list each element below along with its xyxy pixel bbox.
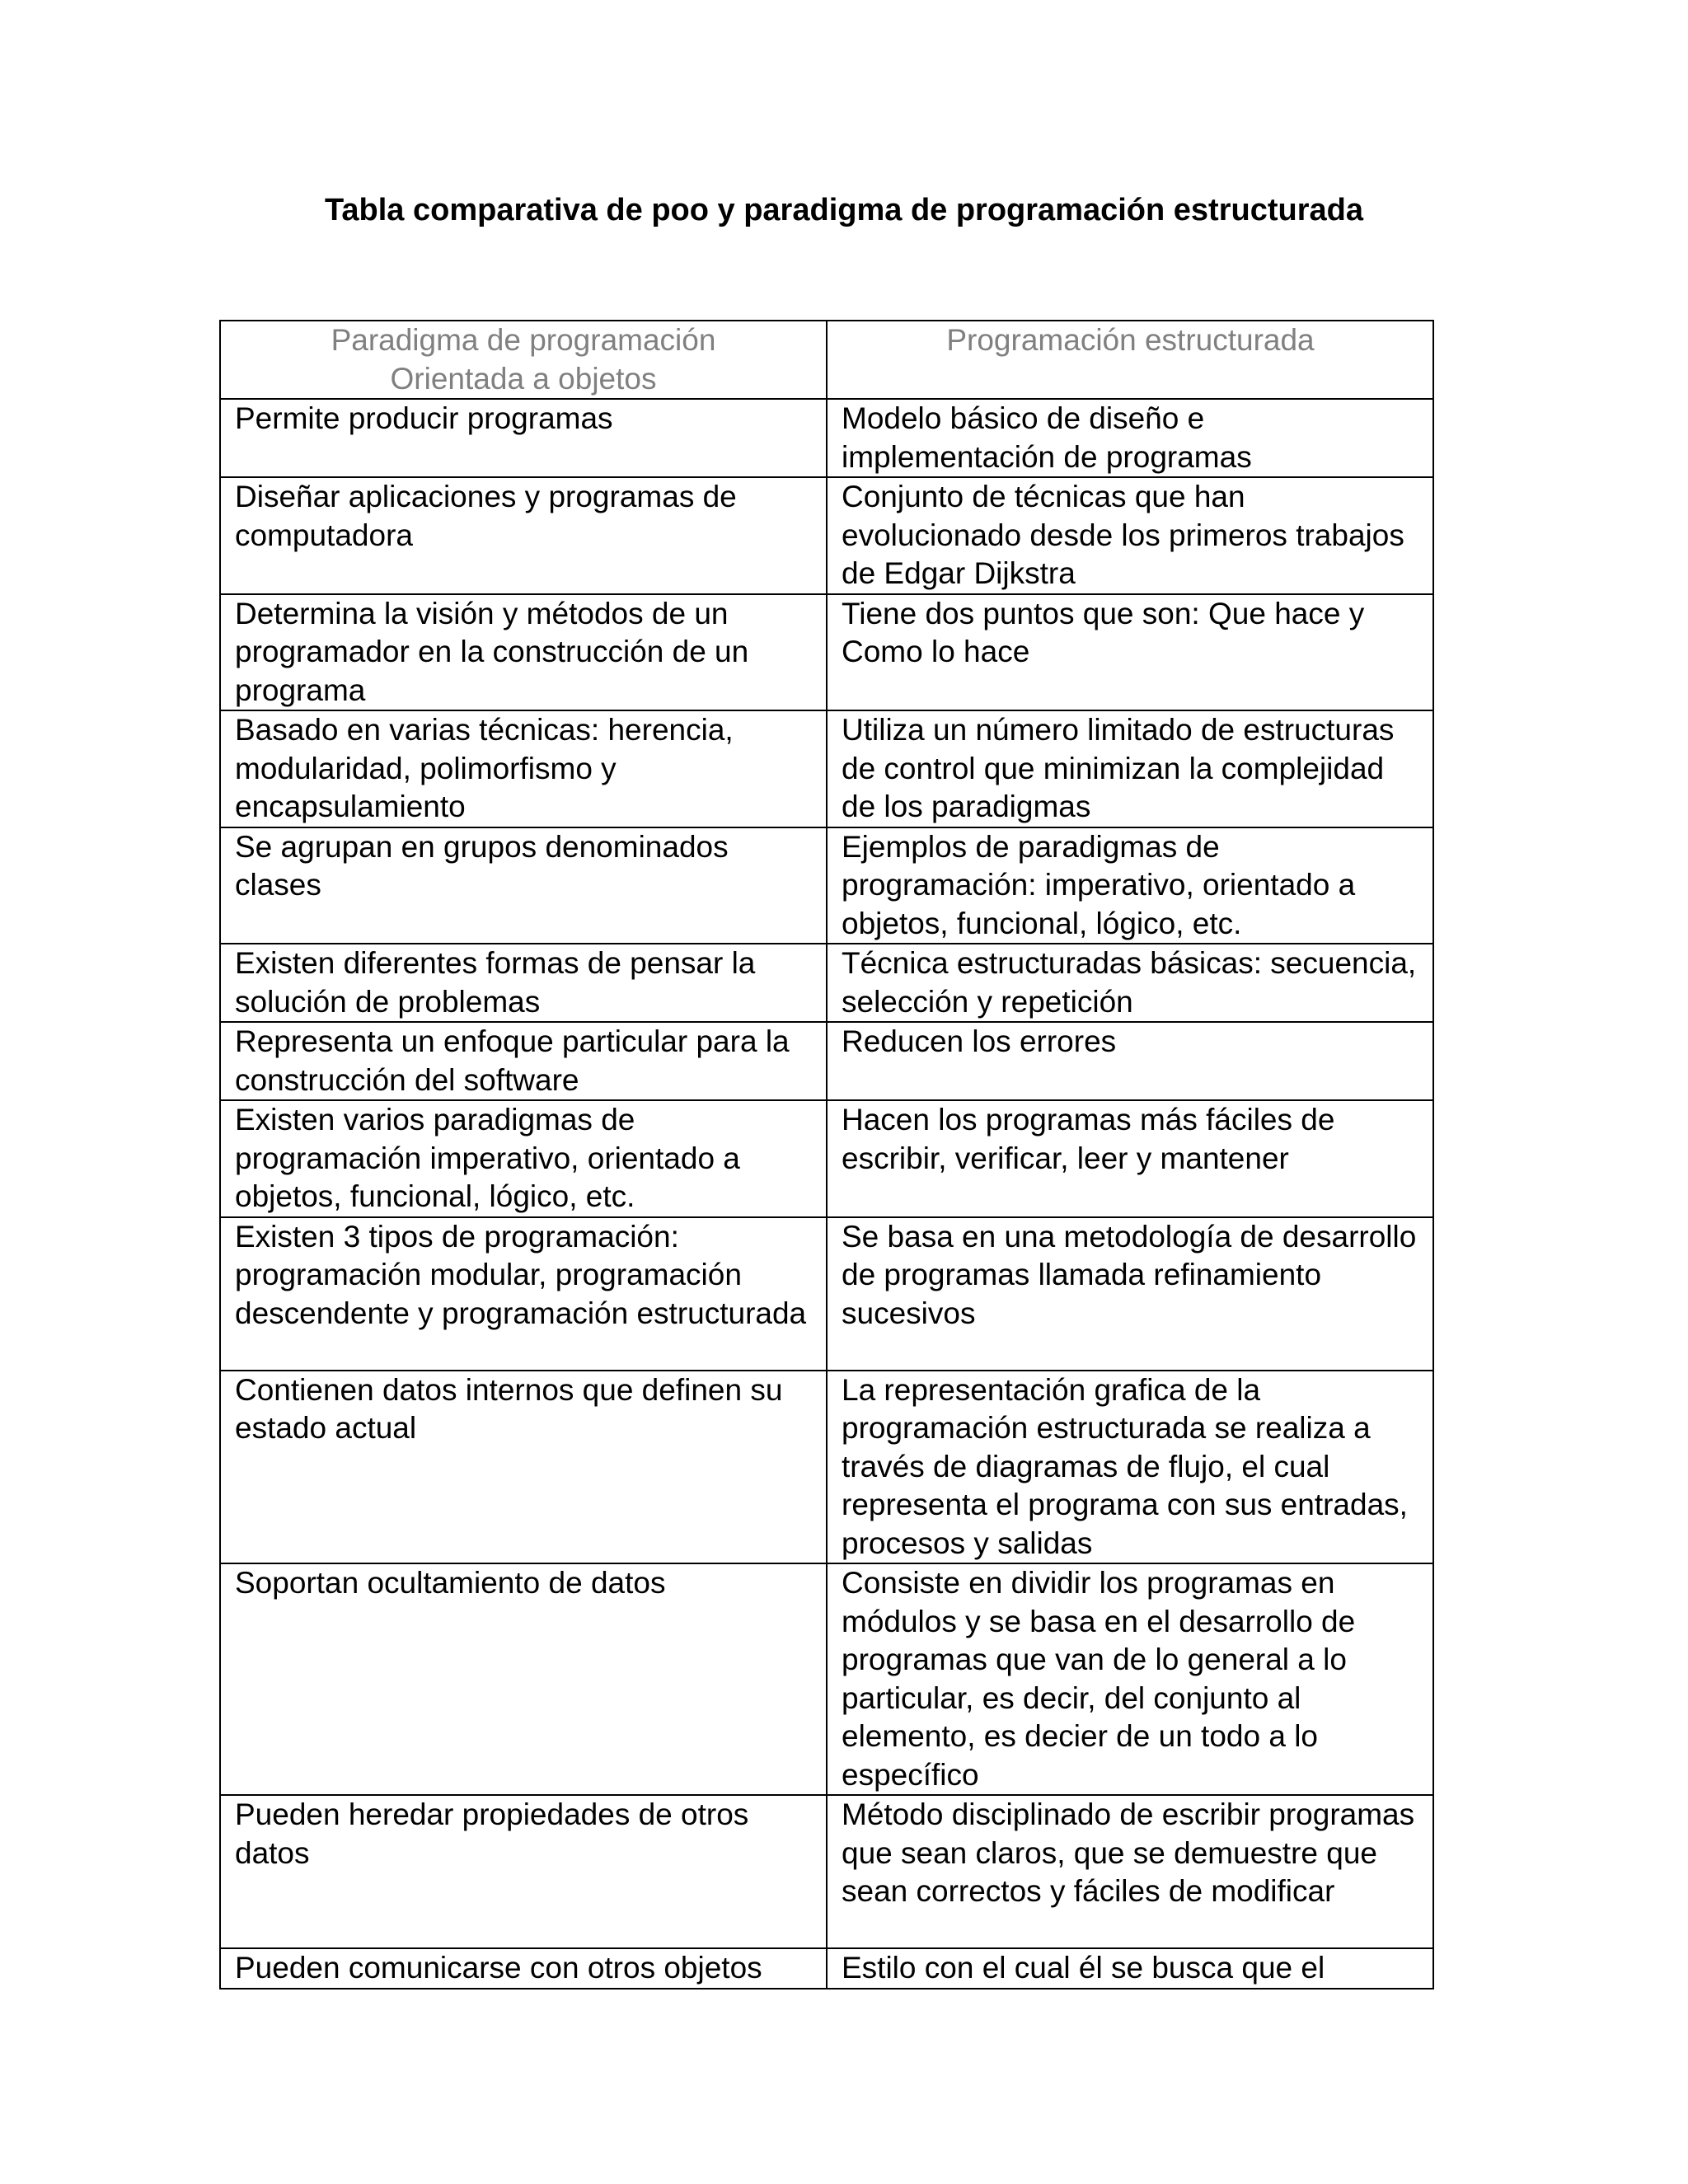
oop-cell: Permite producir programas — [220, 399, 827, 477]
structured-cell: Consiste en dividir los programas en módulos y se basa en el desarrollo de programas que van de lo general a lo particular, es decir, del conjunto al elemento, es decier de un todo a lo específico — [827, 1563, 1433, 1795]
table-row — [220, 1795, 1433, 1948]
structured-cell: Método disciplinado de escribir programas que sean claros, que se demuestre que sean correctos y fáciles de modificar — [827, 1795, 1433, 1948]
table-row — [220, 944, 1433, 1022]
oop-cell: Existen varios paradigmas de programación imperativo, orientado a objetos, funcional, lógico, etc. — [220, 1100, 827, 1217]
structured-cell: Técnica estructuradas básicas: secuencia, selección y repetición — [827, 944, 1433, 1022]
structured-cell: Modelo básico de diseño e implementación de programas — [827, 399, 1433, 477]
oop-cell: Pueden heredar propiedades de otros datos — [220, 1795, 827, 1948]
structured-cell: Utiliza un número limitado de estructuras de control que minimizan la complejidad de los paradigmas — [827, 710, 1433, 827]
table-row — [220, 399, 1433, 477]
oop-cell: Diseñar aplicaciones y programas de computadora — [220, 477, 827, 594]
table-row — [220, 710, 1433, 827]
table-row — [220, 1563, 1433, 1795]
oop-cell: Determina la visión y métodos de un programador en la construcción de un programa — [220, 594, 827, 711]
structured-cell: Conjunto de técnicas que han evolucionado desde los primeros trabajos de Edgar Dijkstra — [827, 477, 1433, 594]
oop-cell: Se agrupan en grupos denominados clases — [220, 827, 827, 944]
oop-cell: Pueden comunicarse con otros objetos — [220, 1948, 827, 1989]
document-title: Tabla comparativa de poo y paradigma de programación estructurada — [325, 193, 1363, 227]
table-row — [220, 1948, 1433, 1989]
oop-cell: Soportan ocultamiento de datos — [220, 1563, 827, 1795]
structured-cell: Se basa en una metodología de desarrollo de programas llamada refinamiento sucesivos — [827, 1217, 1433, 1371]
table-header-row — [220, 321, 1433, 399]
oop-cell: Existen diferentes formas de pensar la solución de problemas — [220, 944, 827, 1022]
structured-cell: Tiene dos puntos que son: Que hace y Como lo hace — [827, 594, 1433, 711]
oop-cell: Representa un enfoque particular para la construcción del software — [220, 1022, 827, 1100]
structured-cell: Hacen los programas más fáciles de escribir, verificar, leer y mantener — [827, 1100, 1433, 1217]
table-row — [220, 1022, 1433, 1100]
header-structured: Programación estructurada — [827, 321, 1433, 399]
table-row — [220, 1371, 1433, 1564]
structured-cell: Reducen los errores — [827, 1022, 1433, 1100]
table-row — [220, 827, 1433, 944]
comparison-table — [219, 320, 1434, 1990]
oop-cell: Basado en varias técnicas: herencia, modularidad, polimorfismo y encapsulamiento — [220, 710, 827, 827]
oop-cell: Existen 3 tipos de programación: programación modular, programación descendente y programación estructurada — [220, 1217, 827, 1371]
header-oop: Paradigma de programación Orientada a objetos — [220, 321, 827, 399]
table-row — [220, 1217, 1433, 1371]
table-row — [220, 594, 1433, 711]
table-row — [220, 477, 1433, 594]
structured-cell: La representación grafica de la programación estructurada se realiza a través de diagramas de flujo, el cual representa el programa con sus entradas, procesos y salidas — [827, 1371, 1433, 1564]
structured-cell: Ejemplos de paradigmas de programación: imperativo, orientado a objetos, funcional, lógico, etc. — [827, 827, 1433, 944]
oop-cell: Contienen datos internos que definen su estado actual — [220, 1371, 827, 1564]
structured-cell: Estilo con el cual él se busca que el — [827, 1948, 1433, 1989]
table-row — [220, 1100, 1433, 1217]
